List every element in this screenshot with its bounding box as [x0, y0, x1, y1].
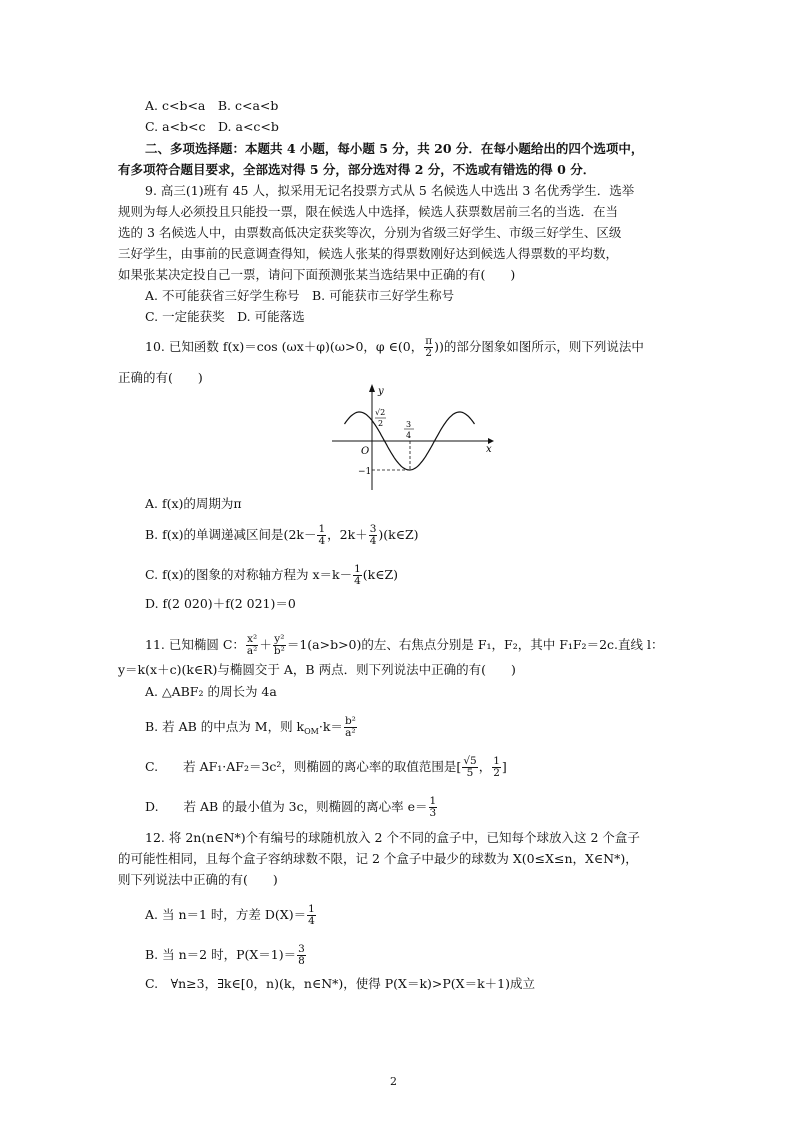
section2-heading-line1: 二、多项选择题：本题共 4 小题，每小题 5 分，共 20 分．在每小题给出的四个选项中， — [145, 141, 644, 156]
q11-option-c: C. 若 AF₁·AF₂＝3c²，则椭圆的离心率的取值范围是[ $\frac{√5}{5}$ ， $\frac{1}{2}$ ] — [145, 755, 507, 779]
q10-option-c: C. f(x)的图象的对称轴方程为 x＝k－ $\frac{1}{4}$ (k∈Z) — [145, 563, 399, 587]
q11-option-b: B. 若 AB 的中点为 M，则 $k_{OM}\cdot k=$ $\frac{\text{b²}}{\text{a²}}$ — [145, 715, 356, 739]
cosine-graph — [330, 380, 495, 492]
page-number: 2 — [390, 1075, 397, 1088]
q11-option-d: D. 若 AB 的最小值为 3c，则椭圆的离心率 e＝ $\frac{1}{3}$ — [145, 795, 437, 819]
q11-stem-line1: 11. 已知椭圆 C： $\frac{\text{x²}}{\text{a²}}$ ＋ $\frac{\text{y²}}{\text{b²}}$ ＝1(a>b>0)的左、右焦点分别是 F₁，F₂，其中 F₁F₂＝2c.直线 l： — [145, 633, 664, 657]
y-axis-label: y — [378, 386, 384, 397]
sqrt2-denominator: 2 — [378, 419, 384, 428]
q11-option-a: A. △ABF₂ 的周长为 4a — [145, 684, 277, 699]
q12-option-a: A. 当 n＝1 时，方差 D(X)＝ $\frac{1}{4}$ — [145, 903, 315, 927]
q9-options-ab: A. 不可能获省三好学生称号 B. 可能获市三好学生称号 — [145, 288, 455, 303]
three-quarter-denominator: 4 — [406, 431, 412, 440]
sqrt2-label: √2 — [375, 408, 386, 417]
q8-options-ab: A. c<b<a B. c<a<b — [145, 98, 279, 113]
q10-stem-line1: 10. 已知函数 f(x)＝cos (ωx＋φ)(ω>0，φ ∈(0， $\frac{\pi}{2}$ ))的部分图象如图所示，则下列说法中 — [145, 335, 644, 359]
q9-stem-line1: 9. 高三(1)班有 45 人，拟采用无记名投票方式从 5 名候选人中选出 3 名优秀学生．选举 — [145, 183, 635, 198]
q9-stem-line3: 选的 3 名候选人中，由票数高低决定获奖等次，分别为省级三好学生、市级三好学生、区级 — [118, 225, 622, 240]
q12-stem-line3: 则下列说法中正确的有( ) — [118, 872, 278, 887]
three-quarter-numerator: 3 — [406, 420, 412, 429]
q12-stem-line1: 12. 将 2n(n∈N*)个有编号的球随机放入 2 个不同的盒子中，已知每个球放入这 2 个盒子 — [145, 830, 640, 845]
q10-option-a: A. f(x)的周期为π — [145, 496, 242, 511]
q10-option-b: B. f(x)的单调递减区间是(2k－ $\frac{1}{4}$ ，2k＋ $\frac{3}{4}$ )(k∈Z) — [145, 523, 419, 547]
q9-stem-line2: 规则为每人必须投且只能投一票，限在候选人中选择，候选人获票数居前三名的当选．在当 — [118, 204, 619, 219]
origin-label: O — [361, 446, 370, 457]
q9-options-cd: C. 一定能获奖 D. 可能落选 — [145, 309, 305, 324]
minus-one-label: −1 — [358, 467, 372, 477]
q9-stem-line5: 如果张某决定投自己一票，请问下面预测张某当选结果中正确的有( ) — [118, 267, 516, 282]
q12-option-b: B. 当 n＝2 时，P(X＝1)＝ $\frac{3}{8}$ — [145, 943, 305, 967]
section2-heading-line2: 有多项符合题目要求，全部选对得 5 分，部分选对得 2 分，不选或有错选的得 0 分． — [118, 162, 596, 177]
q9-stem-line4: 三好学生，由事前的民意调查得知，候选人张某的得票数刚好达到候选人得票数的平均数， — [118, 246, 619, 261]
fraction-pi-over-2: $\frac{\pi}{2}$ — [425, 335, 433, 359]
q11-stem-line2: y＝k(x＋c)(k∈R)与椭圆交于 A，B 两点．则下列说法中正确的有( ) — [118, 662, 516, 677]
q12-stem-line2: 的可能性相同，且每个盒子容纳球数不限，记 2 个盒子中最少的球数为 X(0≤X≤n，X∈N*)， — [118, 851, 638, 866]
q10-stem-line2: 正确的有( ) — [118, 370, 203, 385]
q10-option-d: D. f(2 020)＋f(2 021)＝0 — [145, 596, 296, 611]
q12-option-c: C. ∀n≥3，∃k∈[0，n)(k，n∈N*)，使得 P(X＝k)>P(X＝k＋1)成立 — [145, 976, 535, 991]
q8-options-cd: C. a<b<c D. a<c<b — [145, 119, 279, 134]
x-axis-label: x — [486, 444, 492, 455]
